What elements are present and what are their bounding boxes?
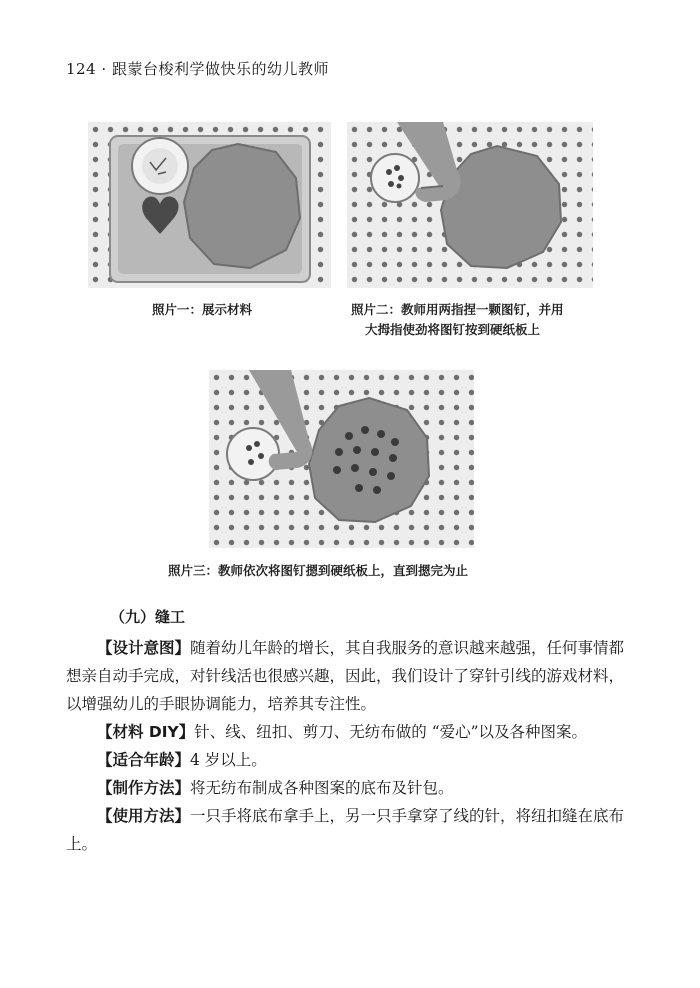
- paragraph-usage: [66, 802, 632, 858]
- photo-1-illustration: [88, 122, 331, 288]
- photo-1-caption: 照片一：展示材料: [152, 302, 253, 317]
- paragraph-making: [66, 774, 632, 802]
- photo-2-illustration: [347, 122, 593, 288]
- label-design-intent: 【设计意图】: [97, 639, 191, 657]
- text-making: 将无纺布制成各种图案的底布及针包。: [190, 779, 454, 797]
- label-materials: 【材料 DIY】: [97, 723, 195, 741]
- photo-2: [347, 122, 593, 288]
- paragraph-materials: [66, 718, 632, 746]
- book-title: 跟蒙台梭利学做快乐的幼儿教师: [111, 60, 329, 78]
- text-materials: 针、线、纽扣、剪刀、无纺布做的 “爱心”以及各种图案。: [194, 723, 588, 741]
- photo-1: [88, 122, 331, 288]
- photo-2-caption: [351, 300, 564, 340]
- text-design-intent: 随着幼儿年龄的增长，其自我服务的意识越来越强，任何事情都想亲自动手完成，对针线活也很感兴趣，因此，我们设计了穿针引线的游戏材料，以增强幼儿的手眼协调能力，培养其专注性。: [66, 639, 625, 713]
- running-header: [66, 58, 329, 79]
- header-separator: ·: [101, 60, 107, 78]
- label-making: 【制作方法】: [97, 779, 191, 797]
- section-title: （九）缝工: [110, 608, 186, 626]
- photo-3-illustration: [209, 370, 474, 548]
- label-usage: 【使用方法】: [97, 807, 191, 825]
- photo-2-caption-line-1: 照片二：教师用两指捏一颗图钉，并用: [351, 302, 564, 317]
- label-age: 【适合年龄】: [97, 751, 191, 769]
- text-usage: 一只手将底布拿手上，另一只手拿穿了线的针，将纽扣缝在底布上。: [66, 807, 625, 853]
- page-number: 124: [66, 60, 97, 78]
- body-text: [66, 634, 632, 858]
- photo-2-caption-line-2: 大拇指使劲将图钉按到硬纸板上: [365, 322, 541, 337]
- text-age: 4 岁以上。: [190, 751, 267, 769]
- paragraph-design-intent: [66, 634, 632, 718]
- photo-3: [209, 370, 474, 548]
- photo-3-caption: 照片三：教师依次将图钉摁到硬纸板上，直到摁完为止: [168, 563, 469, 578]
- paragraph-age: [66, 746, 632, 774]
